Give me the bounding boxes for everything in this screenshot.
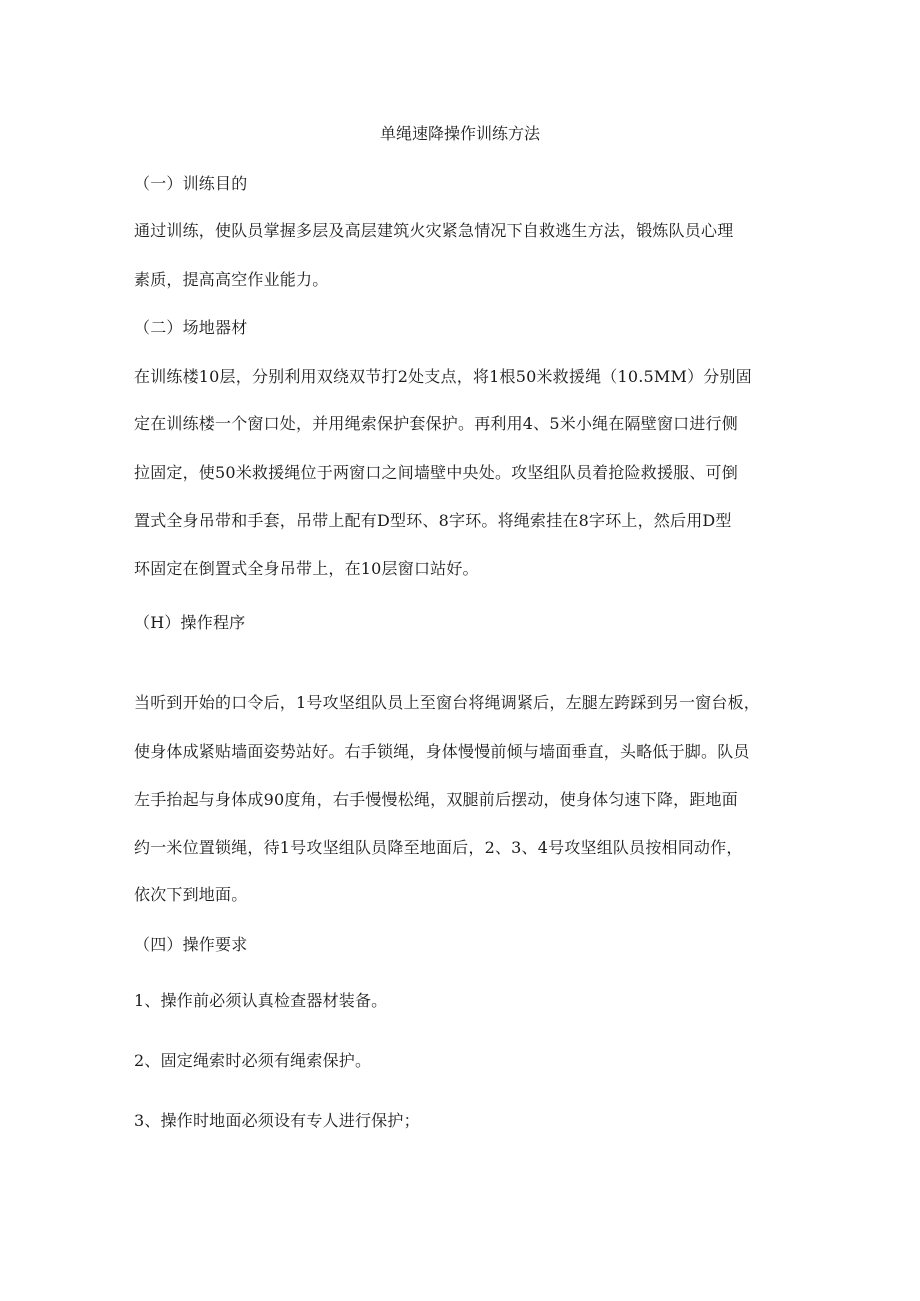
paragraph-line: 使身体成紧贴墙面姿势站好。右手锁绳，身体慢慢前倾与墙面垂直，头略低于脚。队员 bbox=[134, 742, 750, 761]
paragraph-line: 左手抬起与身体成90度角，右手慢慢松绳，双腿前后摆动，使身体匀速下降，距地面 bbox=[134, 790, 738, 809]
paragraph-line: 通过训练，使队员掌握多层及高层建筑火灾紧急情况下自救逃生方法，锻炼队员心理 bbox=[134, 221, 734, 240]
paragraph-line: 拉固定，使50米救援绳位于两窗口之间墙壁中央处。攻坚组队员着抢险救援服、可倒 bbox=[134, 463, 738, 482]
list-item: 1、操作前必须认真检查器材装备。 bbox=[134, 991, 388, 1010]
section-heading-procedure: （H）操作程序 bbox=[134, 613, 246, 632]
paragraph-line: 当听到开始的口令后，1号攻坚组队员上至窗台将绳调紧后，左腿左跨踩到另一窗台板， bbox=[134, 693, 760, 712]
paragraph-line: 环固定在倒置式全身吊带上，在10层窗口站好。 bbox=[134, 559, 479, 578]
paragraph-line: 定在训练楼一个窗口处，并用绳索保护套保护。再利用4、5米小绳在隔壁窗口进行侧 bbox=[134, 414, 738, 433]
list-item: 2、固定绳索时必须有绳索保护。 bbox=[134, 1051, 372, 1070]
document-title: 单绳速降操作训练方法 bbox=[379, 124, 540, 143]
paragraph-line: 置式全身吊带和手套，吊带上配有D型环、8字环。将绳索挂在8字环上，然后用D型 bbox=[134, 511, 732, 530]
list-item: 3、操作时地面必须设有专人进行保护； bbox=[134, 1111, 420, 1130]
paragraph-line: 约一米位置锁绳，待1号攻坚组队员降至地面后，2、3、4号攻坚组队员按相同动作， bbox=[134, 838, 743, 857]
section-heading-requirements: （四）操作要求 bbox=[134, 935, 248, 954]
paragraph-line: 在训练楼10层，分别利用双绕双节打2处支点，将1根50米救援绳（10.5MM）分别固 bbox=[134, 367, 752, 386]
paragraph-line: 依次下到地面。 bbox=[134, 885, 248, 904]
section-heading-purpose: （一）训练目的 bbox=[134, 174, 248, 193]
section-heading-equipment: （二）场地器材 bbox=[134, 318, 248, 337]
paragraph-line: 素质，提高高空作业能力。 bbox=[134, 270, 329, 289]
